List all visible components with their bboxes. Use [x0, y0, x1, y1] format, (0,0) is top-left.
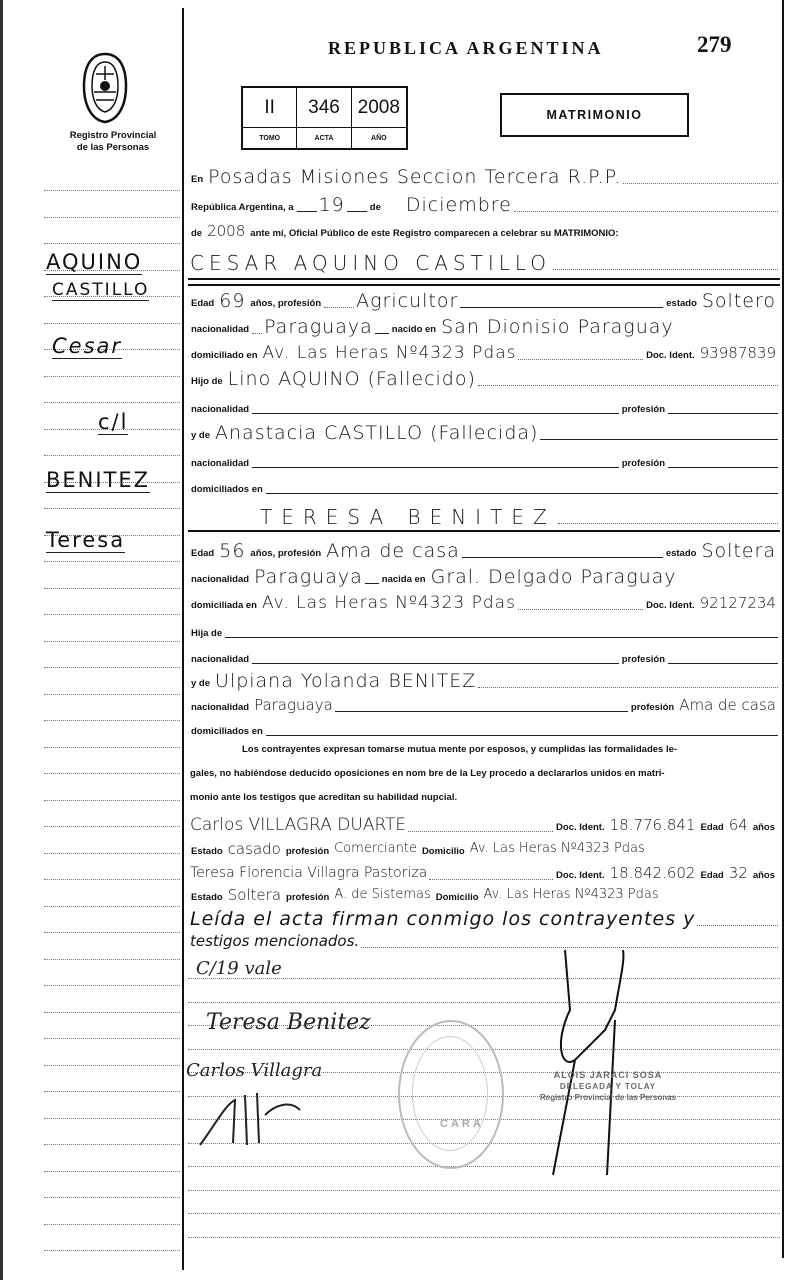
profesion-label: profesión — [285, 846, 330, 857]
margin-ruled-line — [44, 1012, 180, 1013]
margin-surname-1b: CASTILLO — [52, 280, 150, 300]
registry-name — [50, 130, 176, 154]
domiciliado-en-label: domiciliado en — [191, 350, 258, 361]
margin-ruled-line — [44, 243, 180, 244]
bride-mother-nationality: Paraguaya — [254, 696, 333, 714]
registry-line-1: Registro Provincial — [69, 130, 157, 141]
margin-ruled-line — [44, 906, 180, 907]
witness-1-row — [188, 812, 778, 836]
margin-ruled-line — [44, 1038, 180, 1039]
act-type-box: MATRIMONIO — [500, 93, 689, 137]
witness-1-name: Carlos VILLAGRA DUARTE — [190, 815, 407, 835]
groom-name: CESAR AQUINO CASTILLO — [190, 251, 552, 275]
tomo-value: II — [243, 88, 297, 128]
document-title: REPUBLICA ARGENTINA — [328, 38, 604, 58]
witness-2-address: Av. Las Heras Nº4323 Pdas — [483, 887, 659, 902]
profesion-label: profesión — [286, 892, 330, 903]
registry-seal-logo — [80, 50, 130, 126]
domicilio-label: Domicilio — [435, 892, 479, 903]
margin-ruled-line — [44, 985, 180, 986]
anos-label: años — [752, 822, 775, 833]
margin-ruled-line — [44, 190, 180, 191]
witness-2-doc-id: 18.842.602 — [609, 864, 696, 882]
bride-profession: Ama de casa — [326, 540, 460, 562]
ruled-line — [188, 1166, 780, 1167]
declaration-line-2: gales, no habiéndose deducido oposiciones en nom bre de la Ley procedo a declararlos unidos en matri- — [190, 768, 665, 779]
bride-mother-nationality-row — [188, 692, 778, 716]
bride-address-row — [188, 590, 778, 614]
domicilio-label: Domicilio — [421, 846, 465, 857]
nacionalidad-label: nacionalidad — [191, 324, 250, 335]
margin-ruled-line — [44, 932, 180, 933]
bride-parents-address-row — [188, 716, 778, 740]
bride-signature: Teresa Benitez — [206, 1010, 371, 1035]
groom-mother: Anastacia CASTILLO (Fallecida) — [215, 422, 539, 444]
groom-address-row — [188, 340, 778, 364]
edad-label: Edad — [700, 870, 724, 881]
bride-doc-id: 92127234 — [699, 594, 776, 612]
margin-ruled-line — [44, 455, 180, 456]
acta-label: ACTA — [297, 128, 351, 148]
margin-ruled-line — [44, 641, 180, 642]
margin-ruled-line — [44, 217, 180, 218]
bride-name: TERESA BENITEZ — [260, 505, 556, 529]
anos-label: años — [752, 870, 775, 881]
stamp-text: CARA — [440, 1118, 484, 1130]
witness-2-profession: A. de Sistemas — [334, 887, 431, 902]
witness-1-address: Av. Las Heras Nº4323 Pdas — [469, 841, 645, 856]
margin-ruled-line — [44, 402, 180, 403]
profesion-label: profesión — [630, 702, 675, 713]
nacionalidad-label: nacionalidad — [191, 458, 250, 469]
margin-ruled-line — [44, 747, 180, 748]
margin-ruled-line — [44, 853, 180, 854]
de-label: de — [369, 202, 381, 213]
ruled-line — [188, 1213, 780, 1214]
estado-label: Estado — [191, 892, 223, 903]
nacionalidad-label: nacionalidad — [191, 574, 250, 585]
groom-address: Av. Las Heras Nº4323 Pdas — [262, 343, 517, 363]
ante-mi-label: ante mí, Oficial Público de este Registro comparecen a celebrar su MATRIMONIO: — [250, 228, 619, 239]
bride-nationality-row — [188, 564, 778, 588]
margin-ruled-line — [44, 1197, 180, 1198]
nacionalidad-label: nacionalidad — [191, 654, 250, 665]
place-value: Posadas Misiones Seccion Tercera R.P.P. — [208, 166, 622, 188]
day-value: 19 — [318, 194, 345, 216]
witness-1-age: 64 — [728, 816, 748, 834]
margin-ruled-line — [44, 588, 180, 589]
bride-age-row — [188, 538, 778, 562]
margin-ruled-line — [44, 667, 180, 668]
closing-row-1 — [188, 906, 778, 930]
year-row — [188, 218, 778, 242]
groom-nationality-row — [188, 314, 778, 338]
groom-civil-status: Soltero — [701, 290, 776, 312]
official-stamp — [398, 1020, 504, 1169]
edad-label: Edad — [191, 298, 215, 309]
witness-2-age: 32 — [728, 864, 748, 882]
closing-line-1: Leída el acta firman conmigo los contrayentes y — [190, 908, 696, 930]
margin-ruled-line — [44, 694, 180, 695]
nacionalidad-label: nacionalidad — [191, 404, 250, 415]
acta-value: 346 — [297, 88, 351, 128]
margin-ruled-line — [44, 614, 180, 615]
bride-name-row — [188, 500, 778, 528]
margin-ruled-line — [44, 1250, 180, 1251]
groom-age: 69 — [219, 290, 246, 312]
father-nationality-row — [188, 394, 778, 418]
ano-value: 2008 — [352, 88, 406, 128]
edad-label: Edad — [700, 822, 724, 833]
mother-nationality-row — [188, 448, 778, 472]
witness-2-row — [188, 860, 778, 884]
bride-mother-profession: Ama de casa — [679, 696, 776, 714]
witness-1-doc-id: 18.776.841 — [609, 816, 696, 834]
month-value: Diciembre — [405, 194, 512, 216]
groom-father: Lino AQUINO (Fallecido) — [227, 368, 476, 390]
margin-given-2: Teresa — [46, 528, 126, 552]
margin-divider — [182, 8, 184, 1270]
margin-ruled-line — [44, 720, 180, 721]
official-title: DELEGADA Y TOLAY — [559, 1082, 657, 1091]
groom-doc-id: 93987839 — [699, 344, 776, 362]
profesion-label: profesión — [621, 404, 665, 415]
ano-label: AÑO — [371, 134, 387, 142]
margin-ruled-line — [44, 879, 180, 880]
estado-label: estado — [665, 548, 697, 559]
date-row — [188, 192, 778, 216]
profesion-label: profesión — [621, 654, 665, 665]
ruled-line — [188, 1237, 780, 1238]
margin-ruled-line — [44, 323, 180, 324]
place-row — [188, 164, 778, 188]
declaration-line-1: Los contrayentes expresan tomarse mutua mente por esposos, y cumplidas las formalidades le- — [242, 744, 678, 755]
groom-birthplace: San Dionisio Paraguay — [441, 316, 674, 338]
witness-1-civil-status: casado — [227, 840, 281, 858]
left-edge — [0, 0, 3, 1280]
correction-note: C/19 vale — [196, 958, 282, 979]
margin-ruled-line — [44, 1091, 180, 1092]
closing-row-2 — [188, 928, 778, 952]
nacida-en-label: nacida en — [381, 574, 426, 585]
official-registry: Registro Provincial de las Personas — [539, 1093, 677, 1102]
ruled-line — [188, 1002, 780, 1003]
domiciliados-en-label: domiciliados en — [191, 484, 263, 495]
hija-de-label: Hija de — [191, 628, 223, 639]
edad-label: Edad — [191, 548, 215, 559]
margin-ruled-line — [44, 376, 180, 377]
bride-mother-row — [188, 668, 778, 692]
anos-profesion-label: años, profesión — [250, 298, 322, 309]
official-name: ALOIS JARACI SOSA — [553, 1070, 663, 1080]
official-signature — [545, 950, 635, 1180]
groom-mother-row — [188, 420, 778, 444]
year-value: 2008 — [207, 222, 246, 240]
margin-given-1: Cesar — [52, 334, 123, 358]
profesion-label: profesión — [621, 458, 665, 469]
witness-2-name: Teresa Florencia Villagra Pastoriza — [190, 865, 428, 881]
hijo-de-label: Hijo de — [191, 376, 223, 387]
en-label: En — [191, 174, 204, 185]
witness-2-signature — [195, 1085, 305, 1155]
doc-ident-label: Doc. Ident. — [556, 870, 605, 881]
closing-line-2: testigos mencionados. — [190, 932, 360, 950]
page-number: 279 — [697, 32, 732, 57]
groom-father-row — [188, 366, 778, 390]
witness-2-details-row — [188, 882, 778, 906]
bride-civil-status: Soltera — [701, 540, 776, 562]
nacido-en-label: nacido en — [391, 324, 437, 335]
margin-ruled-line — [44, 1171, 180, 1172]
republica-label: República Argentina, a — [191, 202, 294, 213]
estado-label: Estado — [191, 846, 223, 857]
declaration-line-3: monio ante los testigos que acreditan su habilidad nupcial. — [190, 792, 458, 803]
margin-ruled-line — [44, 508, 180, 509]
margin-ruled-line — [44, 1224, 180, 1225]
anos-profesion-label: años, profesión — [250, 548, 322, 559]
margin-ruled-line — [44, 800, 180, 801]
witness-2-civil-status: Soltera — [227, 886, 282, 904]
margin-surname-2: BENITEZ — [46, 468, 151, 492]
margin-ruled-line — [44, 1118, 180, 1119]
margin-conjunction: c/l — [98, 410, 129, 434]
doc-ident-label: Doc. Ident. — [556, 822, 605, 833]
bride-father-row — [188, 618, 778, 642]
margin-ruled-line — [44, 1065, 180, 1066]
nacionalidad-label: nacionalidad — [191, 702, 250, 713]
bride-mother: Ulpiana Yolanda BENITEZ — [215, 670, 477, 692]
margin-ruled-line — [44, 959, 180, 960]
witness-1-details-row — [188, 836, 778, 860]
witness-1-profession: Comerciante — [334, 841, 417, 856]
record-reference-box — [241, 86, 408, 150]
margin-ruled-line — [44, 1144, 180, 1145]
groom-age-row — [188, 288, 778, 312]
bride-address: Av. Las Heras Nº4323 Pdas — [262, 593, 516, 613]
de-label: de — [191, 228, 203, 239]
witness-1-signature: Carlos Villagra — [186, 1060, 323, 1081]
doc-ident-label: Doc. Ident. — [646, 600, 695, 611]
margin-ruled-line — [44, 561, 180, 562]
tomo-label: TOMO — [243, 128, 297, 148]
margin-surname-1: AQUINO — [46, 250, 143, 274]
bride-father-nationality-row — [188, 644, 778, 668]
bride-nationality: Paraguaya — [254, 566, 363, 588]
declaration-text — [190, 738, 775, 810]
groom-name-row — [188, 246, 778, 274]
bride-age: 56 — [219, 540, 246, 562]
right-border — [782, 0, 784, 1258]
bride-birthplace: Gral. Delgado Paraguay — [430, 566, 677, 588]
registry-line-2: de las Personas — [76, 142, 150, 153]
groom-nationality: Paraguaya — [264, 316, 373, 338]
domiciliados-en-label: domiciliados en — [191, 726, 263, 737]
ruled-line — [188, 1190, 780, 1191]
y-de-label: y de — [191, 678, 211, 689]
margin-ruled-line — [44, 826, 180, 827]
parents-address-row — [188, 474, 778, 498]
margin-ruled-line — [44, 773, 180, 774]
official-name-block — [528, 1070, 688, 1103]
groom-profession: Agricultor — [356, 290, 459, 312]
doc-ident-label: Doc. Ident. — [646, 350, 695, 361]
y-de-label: y de — [191, 430, 211, 441]
estado-label: estado — [666, 298, 697, 309]
domiciliada-en-label: domiciliada en — [191, 600, 257, 611]
